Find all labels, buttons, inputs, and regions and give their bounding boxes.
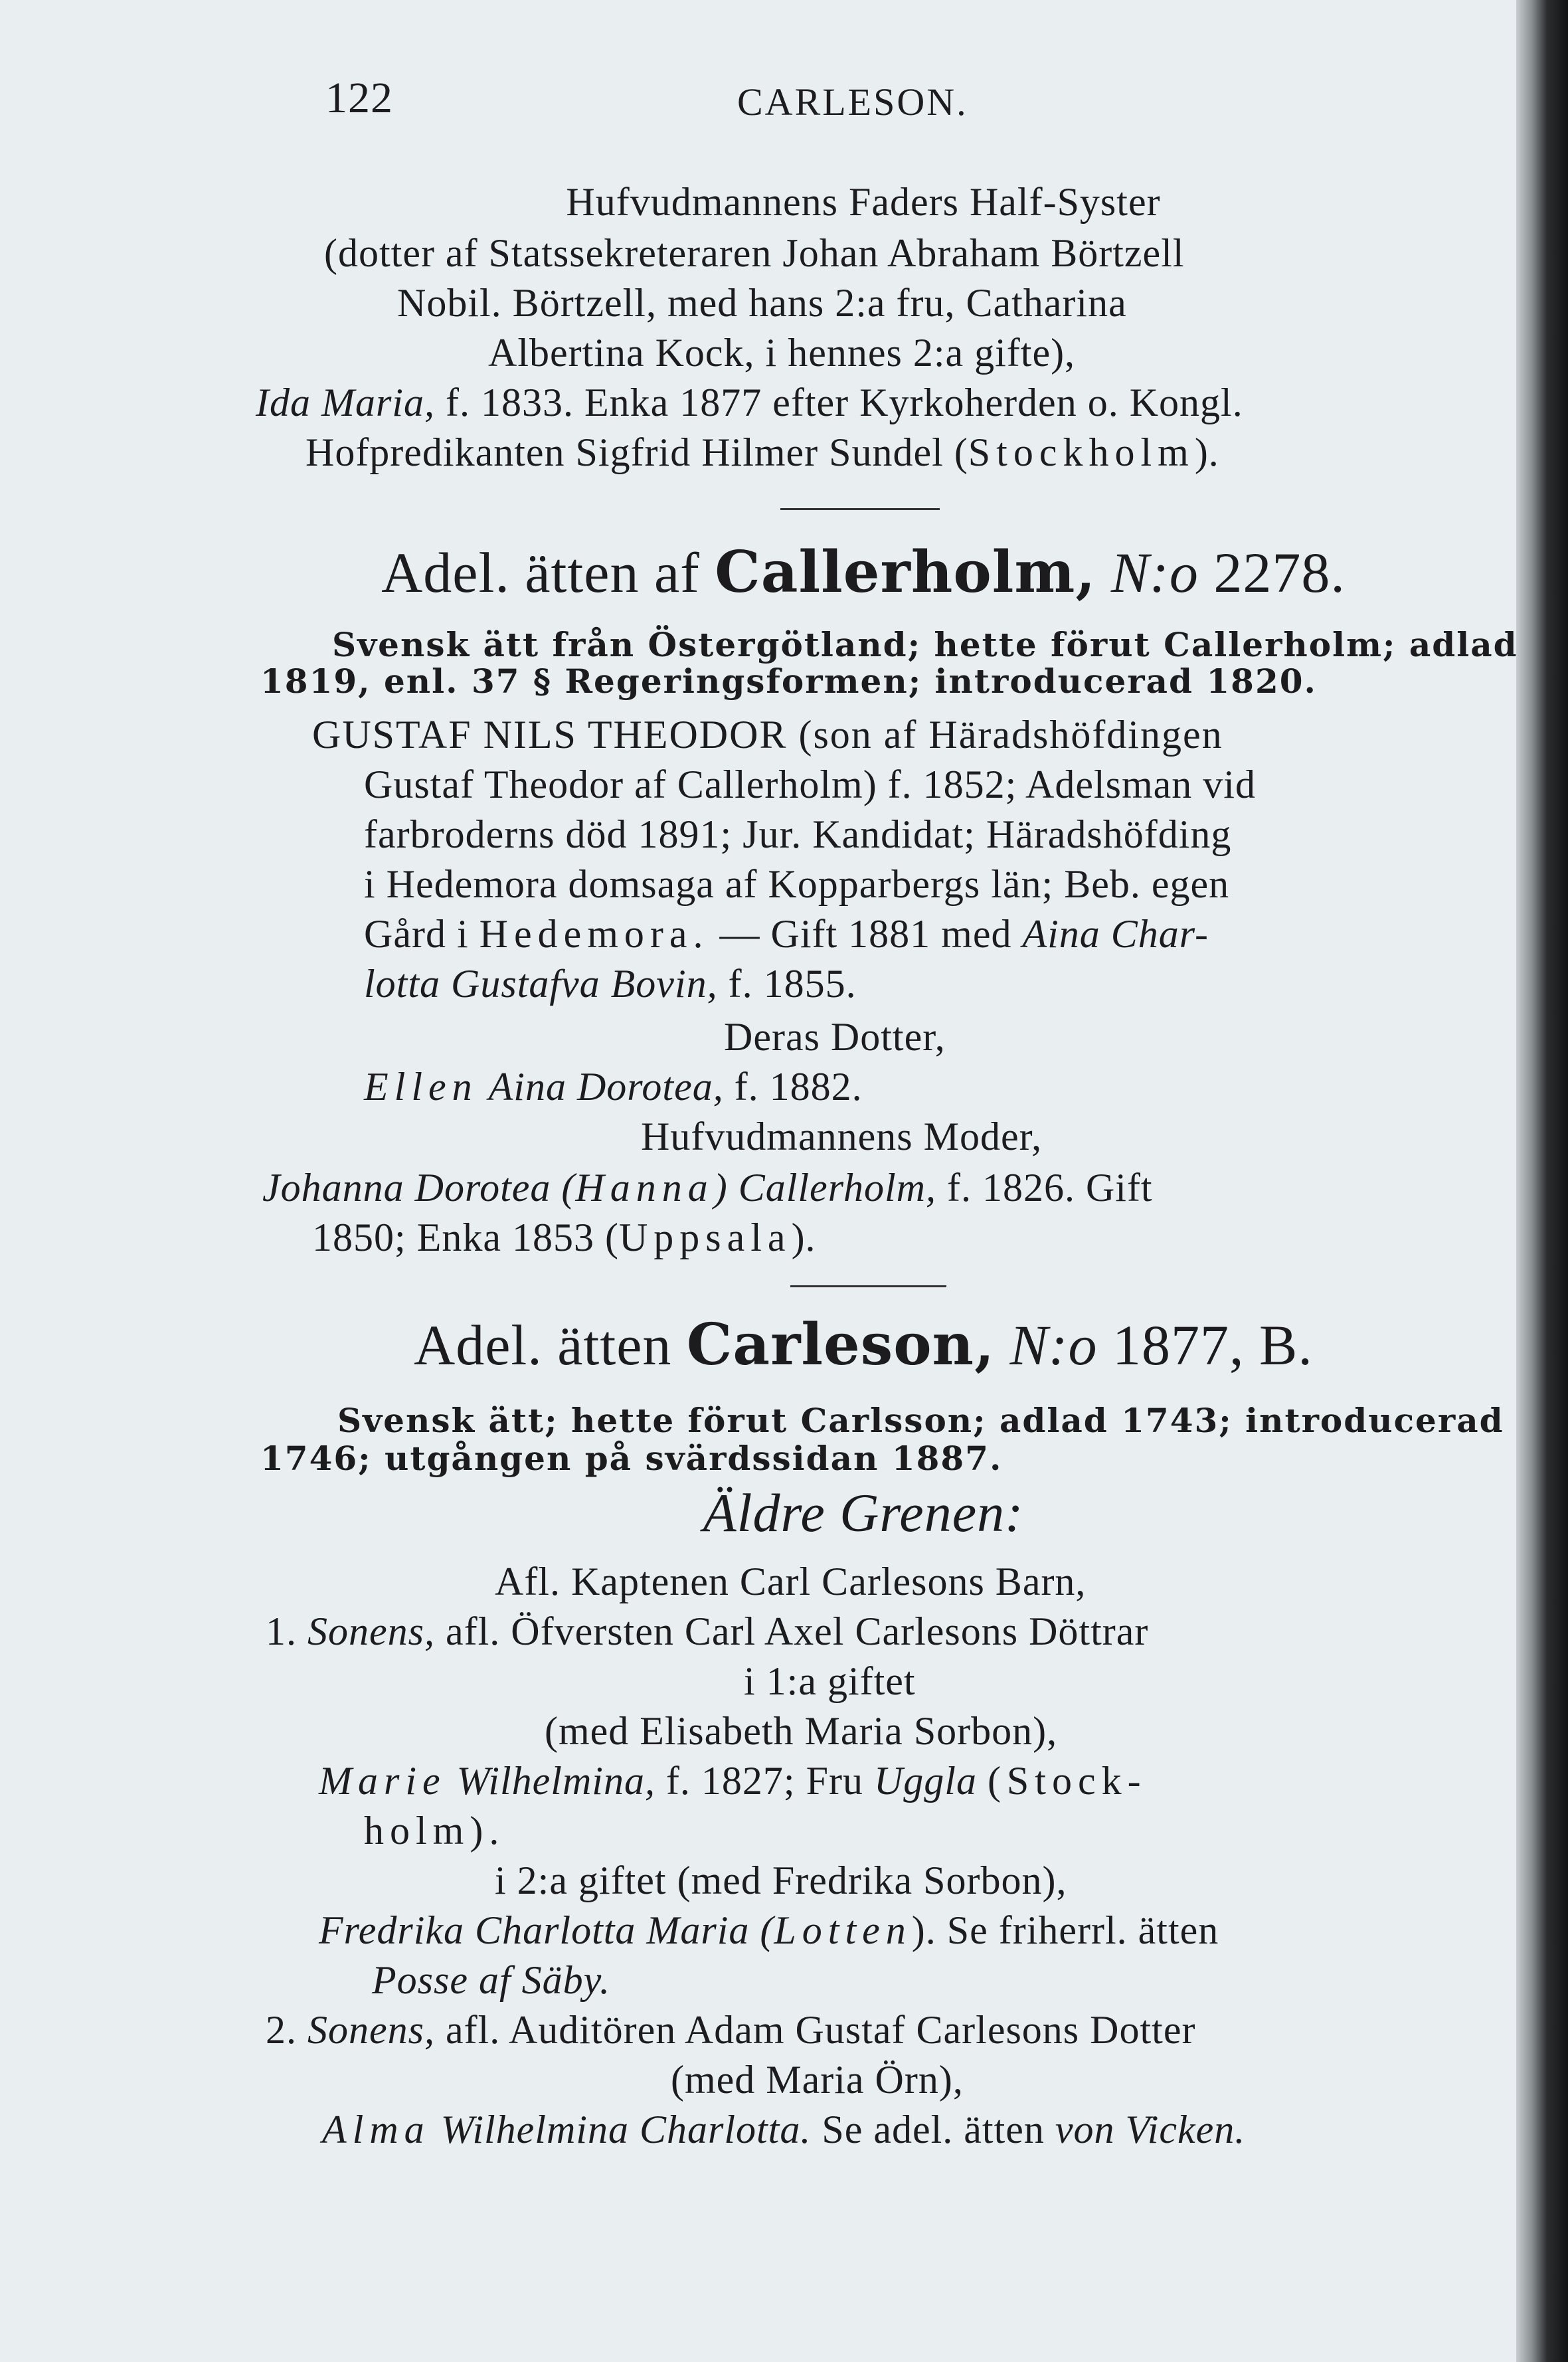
text-span: Se adel. ätten (822, 2108, 1045, 2151)
intro-line: Svensk ätt; hette förut Carlsson; adlad 1743; introducerad (337, 1401, 1504, 1440)
heading-prefix: Adel. ätten (414, 1313, 672, 1377)
branch-heading: Äldre Grenen: (703, 1483, 1024, 1543)
text-line: GUSTAF NILS THEODOR (son af Häradshöfdingen (312, 713, 1223, 757)
family-number: 2278. (1213, 541, 1346, 604)
place-name: (Stock- (987, 1759, 1147, 1803)
family-name: Callerholm, (715, 539, 1096, 606)
place-name: Stockholm (968, 430, 1195, 474)
sub-heading: i 2:a giftet (med Fredrika Sorbon), (495, 1859, 1067, 1902)
family-name: Carleson, (686, 1311, 996, 1378)
section-heading (266, 1312, 1461, 1378)
place-name: Uppsala (618, 1216, 792, 1259)
text-line: holm). (364, 1809, 505, 1853)
person-name: Aina Dorotea, (488, 1065, 724, 1109)
section-divider (790, 1285, 946, 1287)
section-divider (780, 508, 940, 510)
person-name: Wilhelmina, (456, 1759, 655, 1803)
text-line (312, 1214, 816, 1261)
text-span: Sonens, (307, 1609, 435, 1653)
person-nickname: Lotten (774, 1908, 912, 1952)
text-span: ). (1194, 430, 1219, 474)
person-name: Johanna Dorotea ( (262, 1166, 576, 1210)
text-line: farbroderns död 1891; Jur. Kandidat; Häradshöfding (364, 812, 1232, 856)
person-name: Uggla (873, 1759, 977, 1803)
intro-line: 1746; utgången på svärdssidan 1887. (260, 1439, 1003, 1478)
person-nickname: Hanna (575, 1166, 714, 1210)
person-name: Marie (319, 1759, 446, 1803)
section-heading (266, 539, 1461, 606)
text-span: f. 1855. (728, 962, 857, 1006)
text-line (364, 1063, 863, 1111)
text-span: f. 1833. Enka 1877 efter Kyrkoherden o. Kongl. (445, 381, 1243, 424)
text-line (319, 1757, 1147, 1805)
text-line (266, 1607, 1148, 1655)
text-span: — Gift 1881 med (719, 912, 1012, 956)
text-line: Gustaf Theodor af Callerholm) f. 1852; Adelsman vid (364, 763, 1256, 806)
text-line: Nobil. Börtzell, med hans 2:a fru, Catharina (397, 281, 1127, 325)
sub-heading: Hufvudmannens Moder, (641, 1115, 1043, 1158)
family-number: 1877, B. (1112, 1313, 1313, 1377)
family-name: von Vicken. (1055, 2108, 1246, 2151)
page-number: 122 (325, 74, 393, 122)
text-line: i Hedemora domsaga af Kopparbergs län; Beb. egen (364, 862, 1230, 906)
running-title: CARLESON. (737, 80, 968, 124)
text-line (322, 2106, 1245, 2153)
number-label: N:o (1009, 1313, 1098, 1377)
text-line (364, 960, 857, 1008)
text-span: f. 1882. (734, 1065, 863, 1109)
person-name: Fredrika Charlotta Maria ( (319, 1908, 774, 1952)
heading-prefix: Adel. ätten af (381, 541, 700, 604)
text-line: Hufvudmannens Faders Half-Syster (566, 180, 1161, 224)
person-name: lotta Gustafva Bovin, (364, 962, 718, 1006)
text-line: Posse af Säby. (372, 1958, 610, 2002)
text-line (266, 2006, 1195, 2054)
list-number: 1. (266, 1609, 297, 1653)
text-line (305, 428, 1219, 476)
number-label: N:o (1110, 541, 1199, 604)
text-span: Gård i (364, 912, 469, 956)
text-span: afl. Öfversten Carl Axel Carlesons Döttrar (445, 1609, 1149, 1653)
text-line (364, 910, 1209, 958)
place-name: Hedemora. (479, 912, 709, 956)
text-line: (med Elisabeth Maria Sorbon), (545, 1709, 1058, 1753)
list-number: 2. (266, 2008, 297, 2052)
text-span: Hofpredikanten Sigfrid Hilmer Sundel ( (305, 430, 968, 474)
text-line (262, 1164, 1153, 1212)
text-span: ). Se friherrl. ätten (911, 1908, 1219, 1952)
text-line (256, 379, 1243, 426)
person-name: ) Callerholm, (713, 1166, 936, 1210)
intro-line: 1819, enl. 37 § Regeringsformen; introducerad 1820. (260, 662, 1317, 701)
text-line: (dotter af Statssekreteraren Johan Abraham Börtzell (324, 231, 1185, 275)
person-name: Wilhelmina Charlotta. (440, 2108, 812, 2151)
text-span: afl. Auditören Adam Gustaf Carlesons Dotter (445, 2008, 1196, 2052)
text-line: Afl. Kaptenen Carl Carlesons Barn, (495, 1560, 1087, 1603)
sub-heading: Deras Dotter, (724, 1015, 946, 1059)
person-name: Aina Char- (1022, 912, 1209, 956)
text-span: f. 1826. Gift (946, 1166, 1153, 1210)
sub-heading: i 1:a giftet (744, 1659, 916, 1703)
person-name: Alma (322, 2108, 430, 2151)
person-name: Ellen (364, 1065, 478, 1109)
text-line: (med Maria Örn), (671, 2058, 964, 2102)
person-name: Ida Maria, (256, 381, 435, 424)
text-line (319, 1906, 1219, 1954)
book-spine (1516, 0, 1568, 2362)
text-line: Albertina Kock, i hennes 2:a gifte), (488, 331, 1076, 375)
text-span: Sonens, (307, 2008, 435, 2052)
intro-line: Svensk ätt från Östergötland; hette förut Callerholm; adlad (332, 625, 1518, 664)
text-span: 1850; Enka 1853 ( (312, 1216, 619, 1259)
text-span: f. 1827; Fru (665, 1759, 863, 1803)
text-span: ). (791, 1216, 816, 1259)
